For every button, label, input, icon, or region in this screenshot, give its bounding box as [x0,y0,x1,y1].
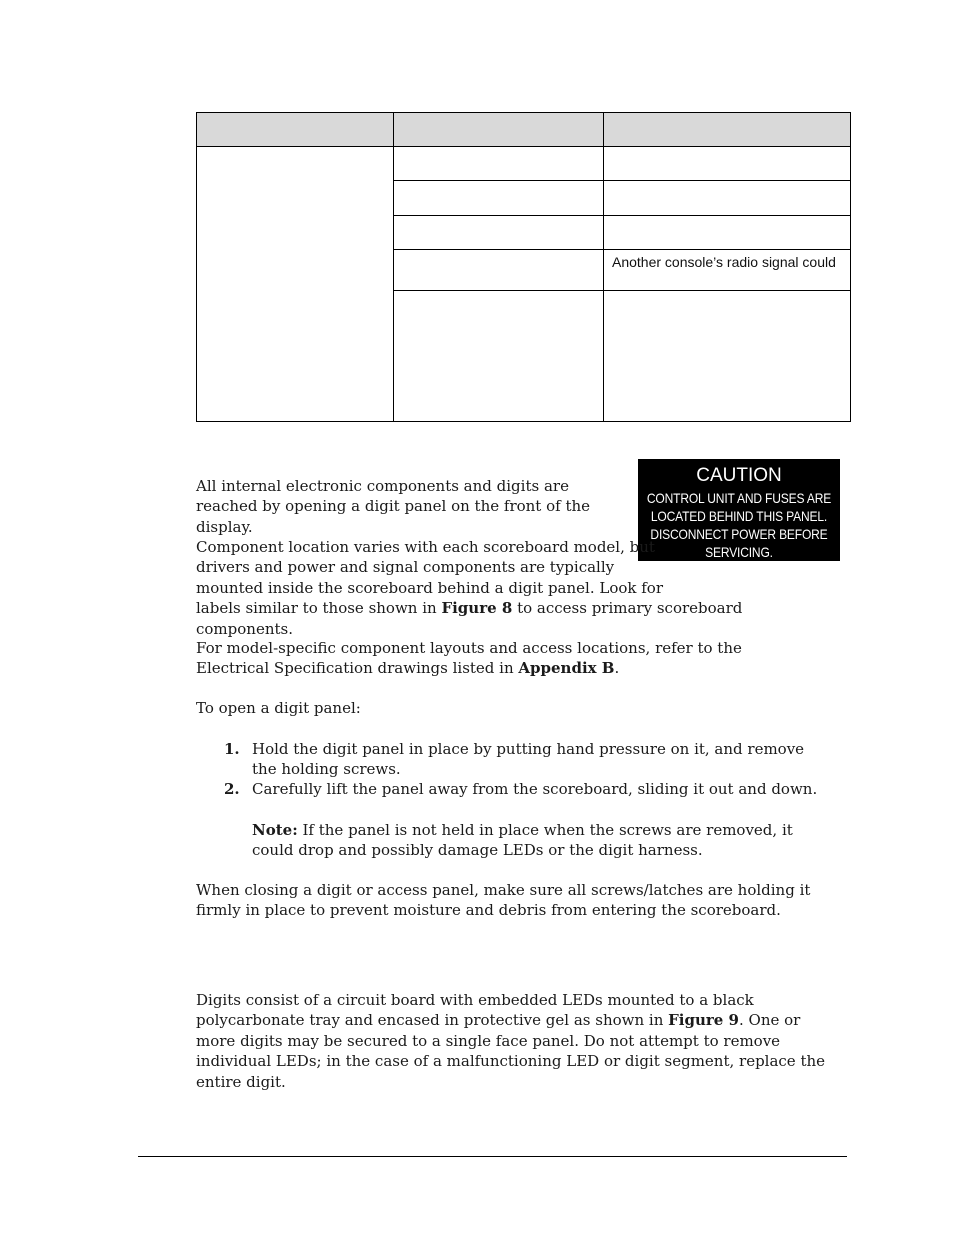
paragraph: For model-specific component layouts and access locations, refer to the Electrical Specification drawings listed in Appendix B. [196,639,742,678]
table-cell: Another console’s radio signal could [612,254,836,270]
appendix-reference: Appendix B [518,659,615,678]
figure-reference: Figure 8 [441,599,513,618]
note: Note: If the panel is not held in place when the screws are removed, it could drop and possibly damage LEDs or the digit harness. [252,821,793,860]
table-row-divider [394,249,850,250]
table-column-divider [393,113,394,421]
figure-reference: Figure 9 [668,1011,739,1030]
table-row-divider [394,180,850,181]
caution-text: CONTROL UNIT AND FUSES ARE LOCATED BEHIND THIS PANEL. DISCONNECT POWER BEFORE SERVICING. [646,490,832,560]
footer-rule [138,1156,847,1157]
step-number: 1. [224,740,240,758]
step-number: 2. [224,780,240,798]
note-label: Note: [252,821,298,839]
table-column-divider [603,113,604,421]
step-text: Carefully lift the panel away from the scoreboard, sliding it out and down. [252,780,818,798]
paragraph: To open a digit panel: [196,699,361,717]
step-text: Hold the digit panel in place by putting hand pressure on it, and remove the holding screws. [252,740,805,779]
paragraph: Component location varies with each scoreboard model, but drivers and power and signal components are typically mounted inside the scoreboard behind a digit panel. Look for labels similar to those shown in Figure 8 to access primary scoreboard components. [196,538,743,638]
table-row-divider [394,215,850,216]
caution-title: CAUTION [696,465,782,486]
table-row-divider [394,290,850,291]
paragraph: Digits consist of a circuit board with embedded LEDs mounted to a black polycarbonate tray and encased in protective gel as shown in Figure 9. One or more digits may be secured to a single face panel. Do not attempt to remove individual LEDs; in the case of a malfunctioning LED or digit segment, replace the entire digit. [196,991,826,1091]
table-header-row [197,113,850,147]
paragraph: All internal electronic components and digits are reached by opening a digit panel on the front of the display. [196,477,591,536]
troubleshooting-table [196,112,851,422]
paragraph: When closing a digit or access panel, make sure all screws/latches are holding it firmly in place to prevent moisture and debris from entering the scoreboard. [196,881,811,920]
